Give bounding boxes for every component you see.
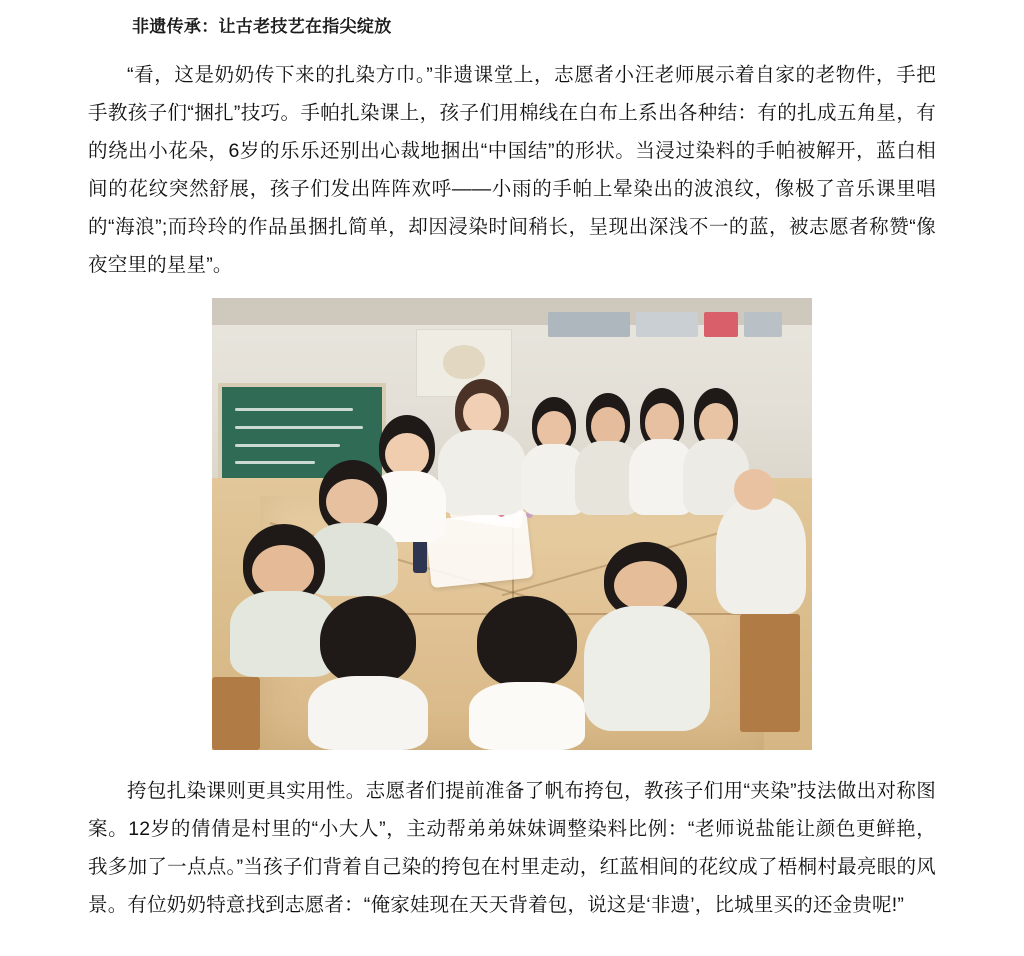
- photo-chair-left: [212, 677, 260, 749]
- child-4-head: [699, 403, 733, 443]
- photo-person-child-10: [584, 542, 710, 732]
- photo-person-child-11: [716, 469, 806, 614]
- photo-shelf-items: [548, 307, 788, 343]
- photo-person-child-8: [308, 596, 428, 750]
- paragraph-2: 挎包扎染课则更具实用性。志愿者们提前准备了帆布挎包，教孩子们用“夹染”技法做出对称图案。12岁的倩倩是村里的“小大人”，主动帮弟弟妹妹调整染料比例：“老师说盐能让颜色更鲜艳，我多加了一点点。”当孩子们背着自己染的挎包在村里走动，红蓝相间的花纹成了梧桐村最亮眼的风景。有位奶奶特意找到志愿者：“俺家娃现在天天背着包，说这是‘非遗’，比城里买的还金贵呢!”: [88, 779, 936, 916]
- page-title: 非遗传承：让古老技艺在指尖绽放: [132, 17, 392, 36]
- child-11-hand: [734, 469, 775, 509]
- child-7-head: [252, 545, 315, 597]
- blackboard-line-4: [235, 461, 315, 464]
- photo-person-teacher: [434, 379, 530, 515]
- shelf-box-2: [636, 312, 698, 337]
- blackboard-line-3: [235, 444, 341, 447]
- shelf-box-1: [548, 312, 630, 337]
- teacher-head: [463, 393, 501, 434]
- child-10-torso: [584, 606, 710, 731]
- child-9-torso: [469, 682, 585, 750]
- shelf-box-3: [744, 312, 782, 337]
- teacher-torso: [438, 430, 526, 514]
- photo-person-child-9: [464, 596, 590, 750]
- blackboard-line-2: [235, 426, 363, 429]
- paragraph-1: “看，这是奶奶传下来的扎染方巾。”非遗课堂上，志愿者小汪老师展示着自家的老物件，手把手教孩子们“捆扎”技巧。手帕扎染课上，孩子们用棉线在白布上系出各种结：有的扎成五角星，有的绕出小花朵，6岁的乐乐还别出心裁地捆出“中国结”的形状。当浸过染料的手帕被解开，蓝白相间的花纹突然舒展，孩子们发出阵阵欢呼——小雨的手帕上晕染出的波浪纹，像极了音乐课里唱的“海浪”;而玲玲的作品虽捆扎简单，却因浸染时间稍长，呈现出深浅不一的蓝，被志愿者称赞“像夜空里的星星”。: [88, 63, 936, 276]
- shelf-box-red: [704, 312, 738, 337]
- figure-photo: [0, 298, 1024, 750]
- child-3-head: [645, 403, 679, 443]
- photo-chair-right: [740, 614, 800, 732]
- child-8-hair: [320, 596, 416, 685]
- child-8-torso: [308, 676, 428, 750]
- child-9-hair: [477, 596, 578, 688]
- child-11-torso: [716, 498, 806, 614]
- child-10-head: [614, 561, 677, 610]
- blackboard-line-1: [235, 408, 353, 411]
- classroom-photo: [212, 298, 812, 750]
